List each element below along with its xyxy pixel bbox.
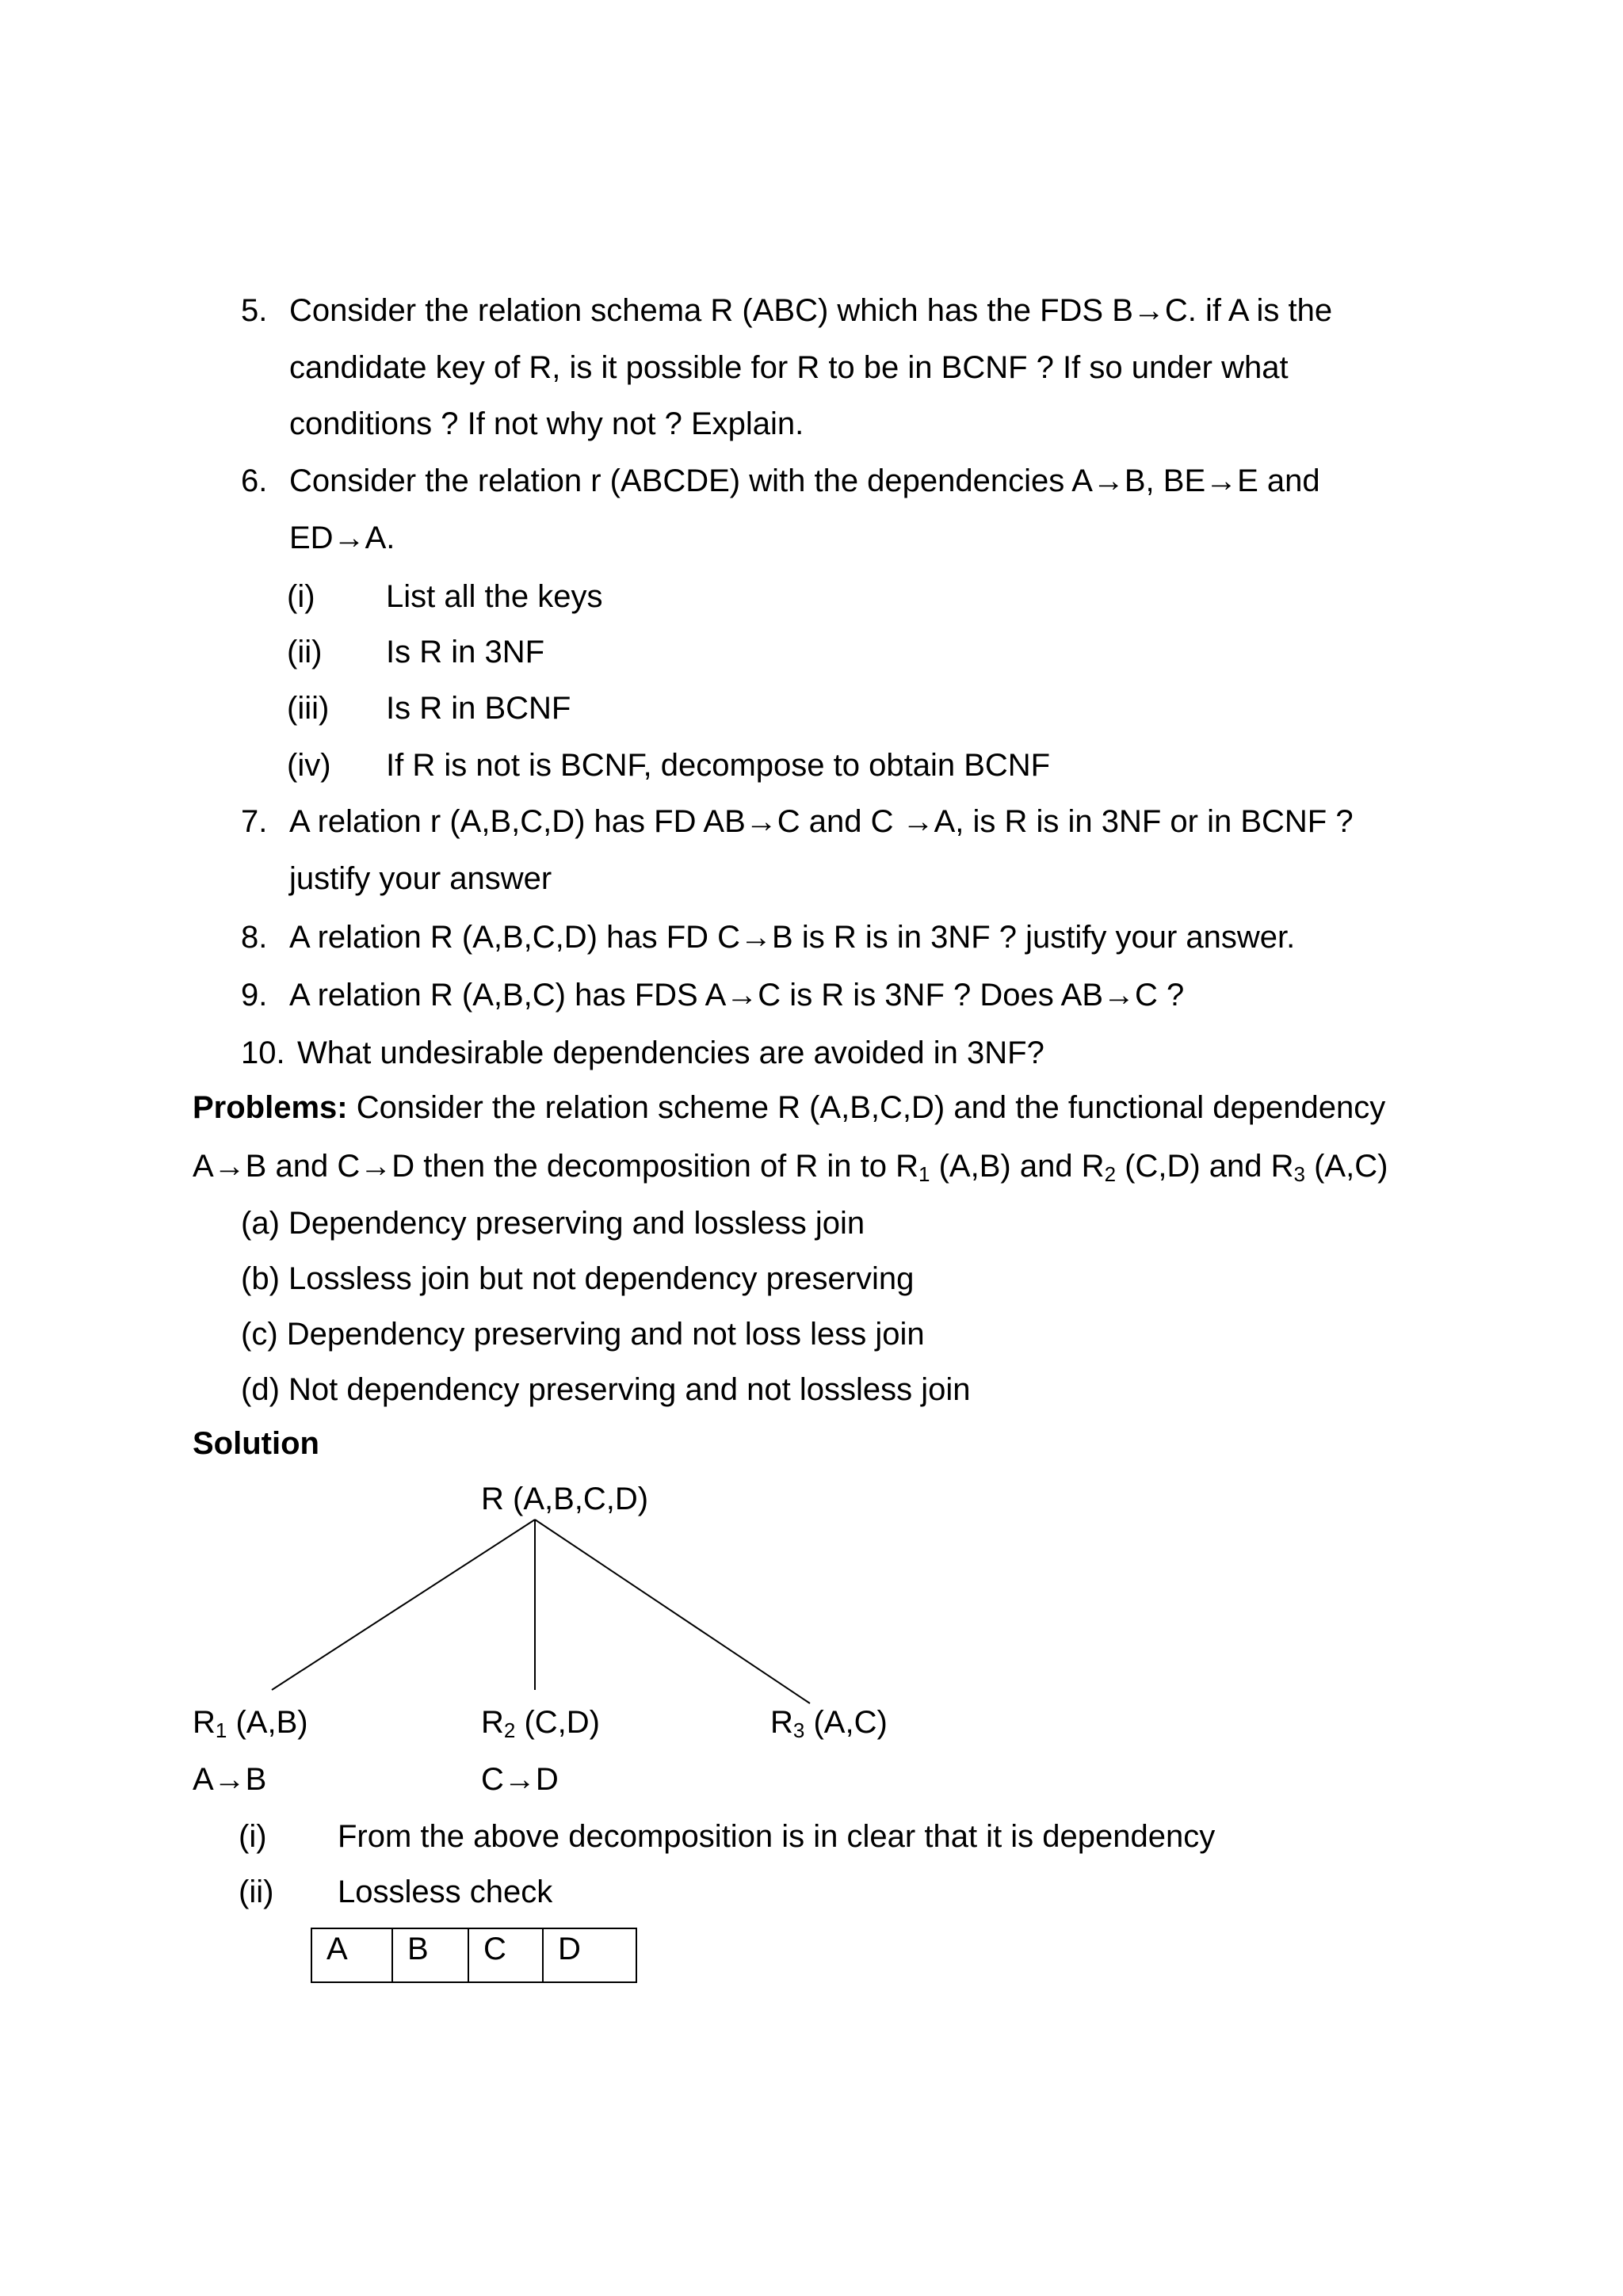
table-row (311, 1928, 636, 1982)
lossless-check-table (311, 1928, 637, 1983)
question-5-line-1: Consider the relation schema R (ABC) which has the FDS B→C. if A is the (289, 293, 1333, 328)
child-r1-fd: A→B (193, 1762, 267, 1797)
problem-option-c: (c) Dependency preserving and not loss less join (241, 1317, 925, 1352)
q6-subitem-number: (ii) (287, 635, 323, 669)
question-10-number: 10. (241, 1035, 285, 1070)
problem-option-a: (a) Dependency preserving and lossless join (241, 1206, 865, 1241)
question-9-line-1: A relation R (A,B,C) has FDS A→C is R is 3NF ? Does AB→C ? (289, 978, 1185, 1013)
question-7-number: 7. (241, 804, 268, 839)
decomposition-child-r1: $R_1$ (A,B) (193, 1705, 308, 1742)
problems-label: Problems: (193, 1090, 348, 1125)
question-6-number: 6. (241, 463, 268, 498)
tree-edge-r3 (535, 1520, 810, 1703)
solution-step-number: (ii) (239, 1875, 274, 1909)
question-7-line-2: justify your answer (289, 861, 552, 896)
decomposition-child-r3: $R_3$ (A,C) (770, 1705, 888, 1742)
q6-subitem-text: Is R in 3NF (386, 635, 545, 669)
tree-edge-r1 (272, 1520, 535, 1690)
decomposition-child-r2: $R_2$ (C,D) (481, 1705, 600, 1742)
q6-subitem-number: (iii) (287, 691, 330, 726)
solution-step-text: Lossless check (338, 1875, 553, 1909)
table-header-cell: D (543, 1928, 636, 1982)
question-6-line-1: Consider the relation r (ABCDE) with the dependencies A→B, BE→E and (289, 463, 1320, 498)
question-9-number: 9. (241, 978, 268, 1013)
question-8-number: 8. (241, 920, 268, 955)
solution-step-text: From the above decomposition is in clear that it is dependency (338, 1819, 1216, 1854)
q6-subitem-text: Is R in BCNF (386, 691, 571, 726)
child-r2-fd: C→D (481, 1762, 559, 1797)
question-7-line-1: A relation r (A,B,C,D) has FD AB→C and C →A, is R is in 3NF or in BCNF ? (289, 804, 1354, 839)
decomposition-root: R (A,B,C,D) (481, 1482, 649, 1516)
problem-option-d: (d) Not dependency preserving and not lossless join (241, 1372, 971, 1407)
solution-heading: Solution (193, 1426, 319, 1461)
q6-subitem-text: List all the keys (386, 579, 603, 614)
question-5-line-3: conditions ? If not why not ? Explain. (289, 406, 804, 441)
problems-paragraph-line-2: A→B and C→D then the decomposition of R in to $R_1$ (A,B) and $R_2$ (C,D) and $R_3$ (A,C) (193, 1149, 1388, 1186)
question-5-line-2: candidate key of R, is it possible for R to be in BCNF ? If so under what (289, 350, 1289, 385)
table-header-cell: A (311, 1928, 392, 1982)
table-header-cell: C (468, 1928, 543, 1982)
question-10-line-1: What undesirable dependencies are avoided in 3NF? (297, 1035, 1044, 1070)
solution-step-number: (i) (239, 1819, 267, 1854)
question-6-line-2: ED→A. (289, 521, 395, 555)
table-header-cell: B (392, 1928, 468, 1982)
problem-option-b: (b) Lossless join but not dependency preserving (241, 1261, 915, 1296)
q6-subitem-number: (iv) (287, 748, 331, 783)
problems-text: Consider the relation scheme R (A,B,C,D) and the functional dependency (347, 1090, 1386, 1125)
q6-subitem-text: If R is not is BCNF, decompose to obtain BCNF (386, 748, 1051, 783)
question-5-number: 5. (241, 293, 268, 328)
question-8-line-1: A relation R (A,B,C,D) has FD C→B is R is in 3NF ? justify your answer. (289, 920, 1296, 955)
q6-subitem-number: (i) (287, 579, 315, 614)
